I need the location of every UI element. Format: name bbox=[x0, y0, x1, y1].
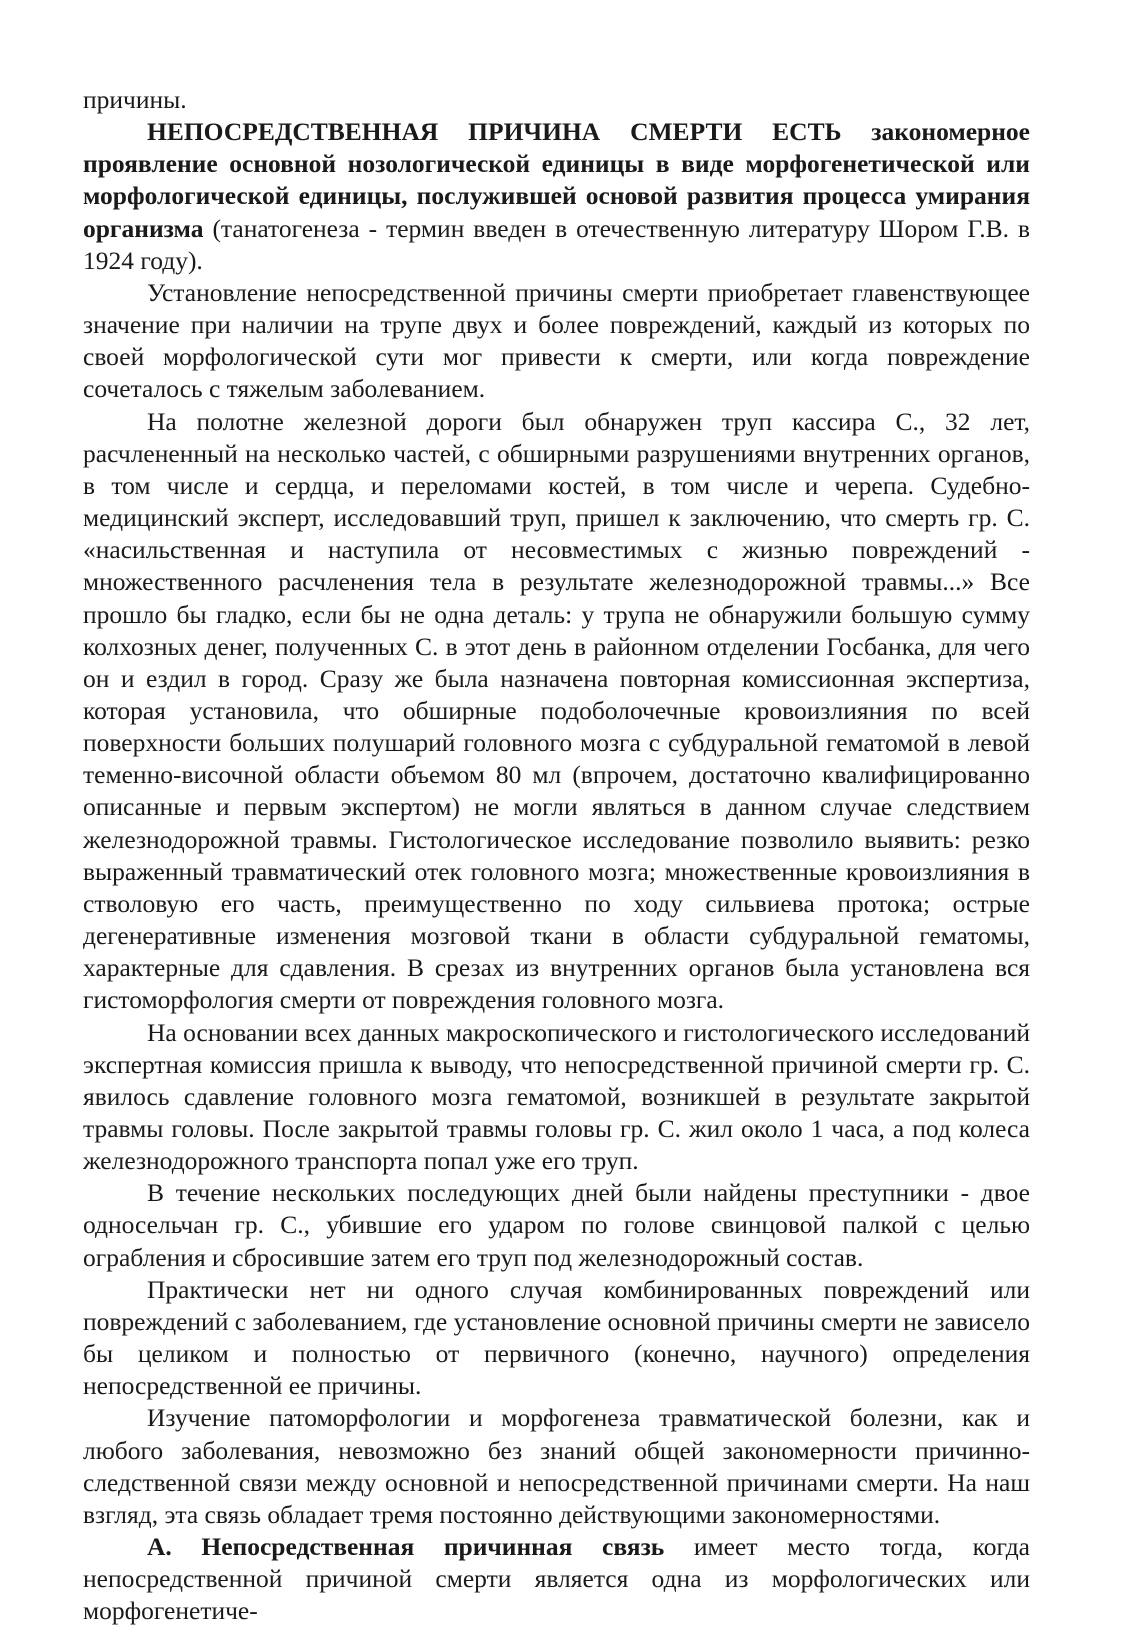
paragraph-4-text: На полотне железной дороги был обнаружен труп кассира С., 32 лет, расчлененный на несколько частей, с обширными разрушениями внутренних органов, в том числе и сердца, и переломами костей, в том числе и черепа. Судебно-медицинский эксперт, исследовавший труп, пришел к заключению, что смерть гр. С. «насильственная и наступила от несовместимых с жизнью повреждений - множественного расчленения тела в результате железнодорожной травмы...» Все прошло бы гладко, если бы не одна деталь: у трупа не обнаружили большую сумму колхозных денег, полученных С. в этот день в районном отделении Госбанка, для чего он и ездил в город. Сразу же была назначена повторная комиссионная экспертиза, которая установила, что обширные подоболочечные кровоизлияния по всей поверхности больших полушарий головного мозга с субдуральной гематомой в левой теменно-височной области объемом 80 мл (впрочем, достаточно квалифицированно описанные и первым экспертом) не могли являться в данном случае следствием железнодорожной травмы. Гистологическое исследование позволило выявить: резко выраженный травматический отек головного мозга; множественные кровоизлияния в стволовую его часть, преимущественно по ходу сильвиева протока; острые дегенеративные изменения мозговой ткани в области субдуральной гематомы, характерные для сдавления. В срезах из внутренних органов была установлена вся гистоморфология смерти от повреждения головного мозга. bbox=[83, 406, 1030, 1015]
paragraph-2-text: (танатогенеза - термин введен в отечественную литературу Шором Г.В. в 1924 году). bbox=[83, 213, 1030, 275]
paragraph-3 bbox=[83, 277, 1030, 406]
paragraph-4 bbox=[83, 406, 1030, 1017]
paragraph-6 bbox=[83, 1177, 1030, 1273]
paragraph-6-text: В течение нескольких последующих дней были найдены преступники - двое односельчан гр. С., убившие его ударом по голове свинцовой палкой с целью ограбления и сбросившие затем его труп под железнодорожный состав. bbox=[83, 1178, 1030, 1272]
paragraph-1 bbox=[83, 84, 1030, 116]
paragraph-2-lead: НЕПОСРЕДСТВЕННАЯ ПРИЧИНА СМЕРТИ ЕСТЬ закономерное проявление основной нозологической единицы в виде морфогенетической или морфологической единицы, послужившей основой развития процесса умирания организма bbox=[83, 117, 1030, 243]
paragraph-2 bbox=[83, 116, 1030, 277]
paragraph-1-text: причины. bbox=[83, 85, 187, 114]
paragraph-8-text: Изучение патоморфологии и морфогенеза травматической болезни, как и любого заболевания, невозможно без знаний общей закономерности причинно-следственной связи между основной и непосредственной причинами смерти. На наш взгляд, эта связь обладает тремя постоянно действующими закономерностями. bbox=[83, 1403, 1030, 1529]
paragraph-5-text: На основании всех данных макроскопического и гистологического исследований экспертная комиссия пришла к выводу, что непосредственной причиной смерти гр. С. явилось сдавление головного мозга гематомой, возникшей в результате закрытой травмы головы. После закрытой травмы головы гр. С. жил около 1 часа, а под колеса железнодорожного транспорта попал уже его труп. bbox=[83, 1017, 1030, 1176]
paragraph-9 bbox=[83, 1531, 1030, 1627]
paragraph-7-text: Практически нет ни одного случая комбинированных повреждений или повреждений с заболеванием, где установление основной причины смерти не зависело бы целиком и полностью от первичного (конечно, научного) определения непосредственной ее причины. bbox=[83, 1274, 1031, 1401]
paragraph-9-lead: А. Непосредственная причинная связь bbox=[147, 1532, 665, 1562]
paragraph-3-text: Установление непосредственной причины смерти приобретает главенствующее значение при наличии на трупе двух и более повреждений, каждый из которых по своей морфологической сути мог привести к смерти, или когда повреждение сочеталось с тяжелым заболеванием. bbox=[83, 277, 1030, 404]
paragraph-9-text: имеет место тогда, когда непосредственной причиной смерти является одна из морфологических или морфогенетиче- bbox=[83, 1532, 1030, 1626]
paragraph-7 bbox=[83, 1274, 1030, 1403]
paragraph-5 bbox=[83, 1017, 1030, 1178]
paragraph-8 bbox=[83, 1402, 1030, 1531]
